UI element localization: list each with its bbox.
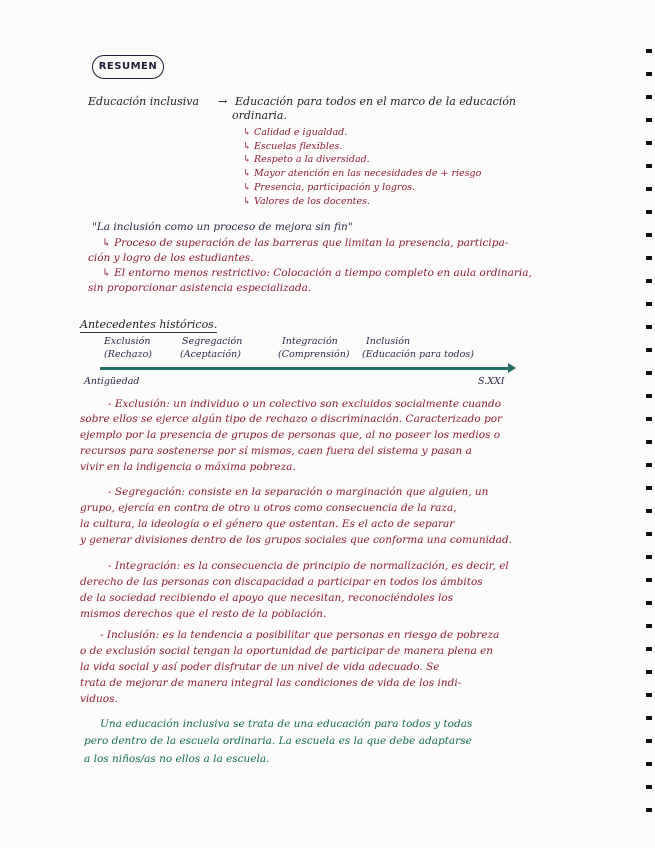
exclusion-line: vivir en la indigencia o máxima pobreza. (80, 461, 296, 473)
exclusion-line: ejemplo por la presencia de grupos de personas que, al no poseer los medios o (80, 429, 501, 441)
bullet-item: ↳ Valores de los docentes. (243, 196, 371, 207)
exclusion-line: - Exclusión: un individuo o un colectivo son excluidos socialmente cuando (108, 398, 502, 410)
exclusion-line: recursos para sostenerse por sí mismos, caen fuera del sistema y pasan a (80, 445, 472, 457)
spiral-binding (615, 40, 655, 820)
conclusion-line: Una educación inclusiva se trata de una educación para todos y todas (100, 718, 473, 730)
inclusion-line: viduos. (80, 693, 118, 705)
bullet-item: ↳ Mayor atención en las necesidades de + riesgo (243, 168, 482, 179)
definition-desc-line1: Educación para todos en el marco de la educación (235, 95, 517, 108)
inclusion-line: - Inclusión: es la tendencia a posibilitar que personas en riesgo de pobreza (100, 629, 500, 641)
timeline-sublabel: (Aceptación) (180, 349, 241, 360)
integracion-line: derecho de las personas con discapacidad a participar en todos los ámbitos (80, 576, 483, 588)
timeline-label: Segregación (182, 336, 243, 347)
quote-point: ción y logro de los estudiantes. (88, 252, 254, 264)
quote-point: ↳ Proceso de superación de las barreras que limitan la presencia, participa- (102, 237, 509, 249)
inclusion-line: trata de mejorar de manera integral las condiciones de vida de los indi- (80, 677, 462, 689)
bullet-item: ↳ Calidad e igualdad. (243, 127, 348, 138)
definition-desc-line2: ordinaria. (232, 109, 287, 122)
segregacion-line: - Segregación: consiste en la separación o marginación que alguien, un (108, 486, 489, 498)
integracion-line: de la sociedad recibiendo el apoyo que necesitan, reconociéndoles los (80, 592, 454, 604)
quote-point: sin proporcionar asistencia especializada. (88, 282, 312, 294)
integracion-line: - Integración: es la consecuencia de principio de normalización, es decir, el (108, 560, 509, 572)
bullet-item: ↳ Respeto a la diversidad. (243, 154, 370, 165)
timeline-arrow (100, 367, 510, 370)
timeline-start: Antigüedad (84, 376, 140, 387)
segregacion-line: y generar divisiones dentro de los grupos sociales que conforma una comunidad. (80, 534, 512, 546)
conclusion-line: pero dentro de la escuela ordinaria. La escuela es la que debe adaptarse (84, 735, 472, 747)
segregacion-line: grupo, ejercía en contra de otro u otros como consecuencia de la raza, (80, 502, 457, 514)
title-badge: RESUMEN (92, 55, 164, 79)
definition-arrow: → (218, 95, 228, 108)
timeline-label: Inclusión (366, 336, 411, 347)
exclusion-line: sobre ellos se ejerce algún tipo de rechazo o discriminación. Caracterizado por (80, 413, 503, 425)
history-heading: Antecedentes históricos. (80, 318, 218, 331)
timeline-end: S.XXI (478, 376, 505, 387)
timeline-sublabel: (Rechazo) (104, 349, 153, 360)
definition-term: Educación inclusiva (88, 95, 200, 108)
inclusion-line: la vida social y así poder disfrutar de un nivel de vida adecuado. Se (80, 661, 440, 673)
bullet-item: ↳ Presencia, participación y logros. (243, 182, 416, 193)
timeline-sublabel: (Educación para todos) (362, 349, 474, 360)
inclusion-line: o de exclusión social tengan la oportunidad de participar de manera plena en (80, 645, 494, 657)
bullet-item: ↳ Escuelas flexibles. (243, 141, 343, 152)
timeline-label: Integración (282, 336, 338, 347)
quote-point: ↳ El entorno menos restrictivo: Colocación a tiempo completo en aula ordinaria, (102, 267, 532, 279)
segregacion-line: la cultura, la ideología o el género que ostentan. Es el acto de separar (80, 518, 455, 530)
timeline-sublabel: (Comprensión) (278, 349, 350, 360)
quote-text: "La inclusión como un proceso de mejora sin fin" (92, 221, 353, 233)
timeline-label: Exclusión (104, 336, 151, 347)
conclusion-line: a los niños/as no ellos a la escuela. (84, 753, 270, 765)
integracion-line: mismos derechos que el resto de la población. (80, 608, 327, 620)
